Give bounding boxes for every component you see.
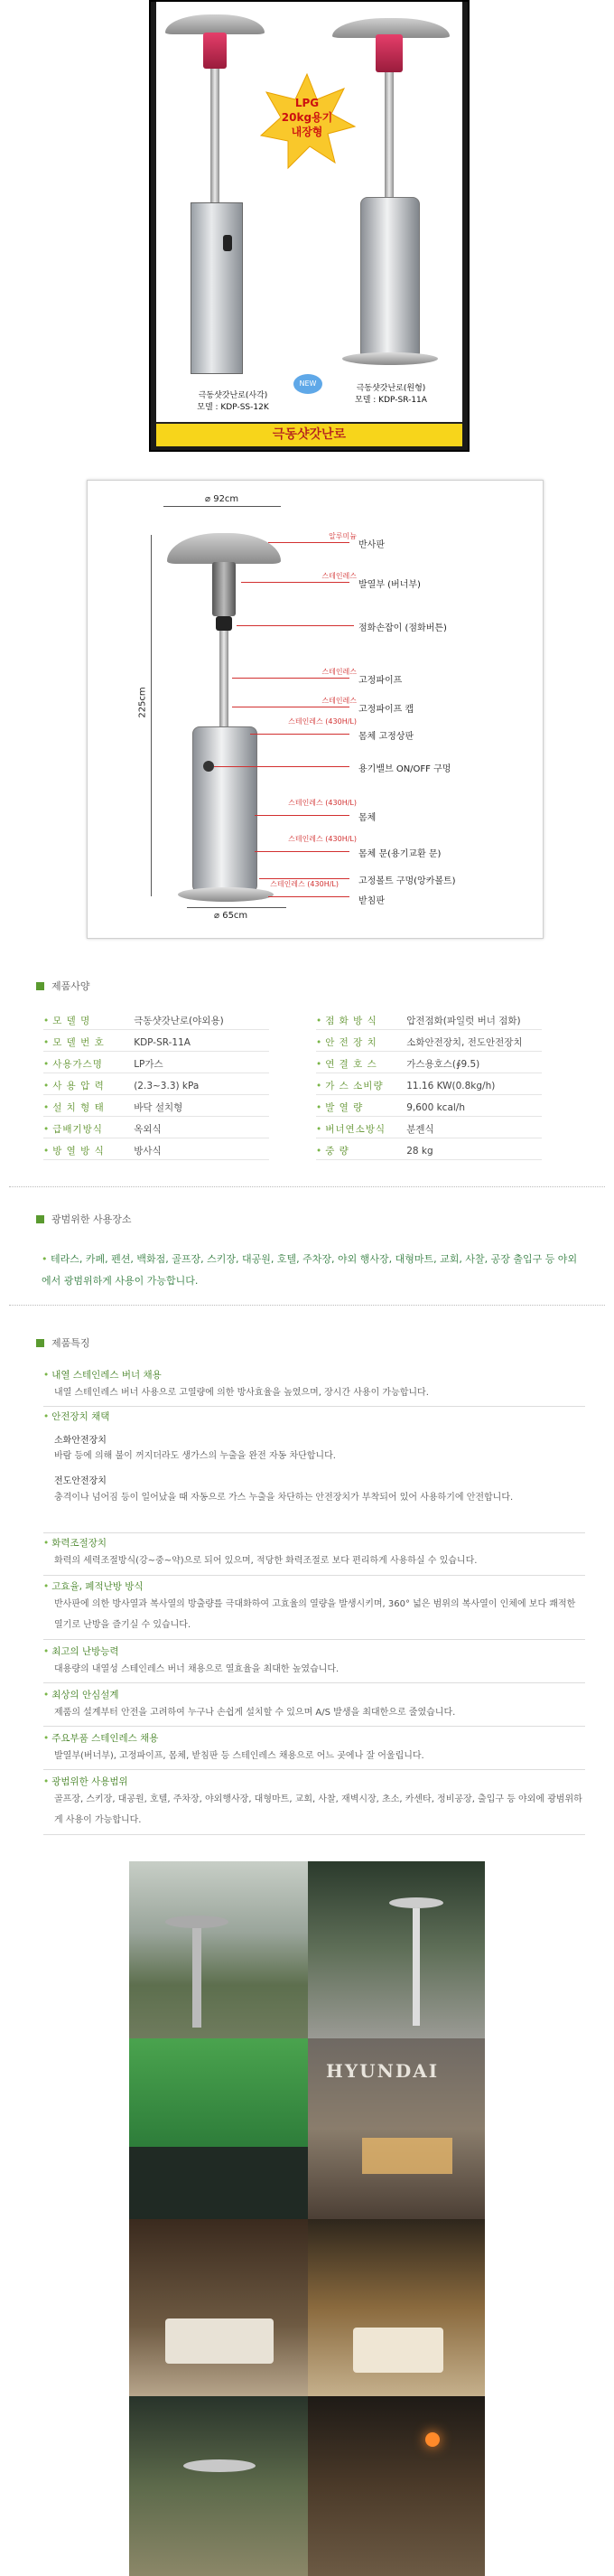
spec-key: 모 델 명 <box>52 1016 91 1026</box>
spec-value: 압전점화(파일럿 버너 점화) <box>406 1016 521 1026</box>
spec-value: 9,600 kcal/h <box>406 1102 465 1113</box>
bullet-icon: • <box>43 1370 50 1381</box>
feature-text: 제품의 설계부터 안전을 고려하여 누구나 손쉽게 설치할 수 있으며 A/S 발생을 최대한으로 줄였습니다. <box>54 1708 456 1718</box>
star-text <box>257 96 357 139</box>
photo-chairs <box>353 2328 443 2373</box>
spec-value: 방사식 <box>134 1146 162 1157</box>
photo-garden-2 <box>308 1861 485 2038</box>
spec-row <box>316 1055 542 1073</box>
spec-row <box>43 1099 269 1117</box>
star-line-lpg: LPG <box>294 97 320 109</box>
photo-heater-top <box>183 2459 256 2472</box>
bullet-icon: • <box>43 1411 50 1422</box>
photo-table <box>165 2318 274 2364</box>
separator <box>9 1305 605 1306</box>
separator <box>9 1186 605 1187</box>
label-material-5: 스테인레스 <box>321 697 357 705</box>
feature-heading-text: 주요부품 스테인레스 채용 <box>51 1733 159 1744</box>
places-title-text: 광범위한 사용장소 <box>51 1213 132 1225</box>
specs-title-text: 제품사양 <box>51 980 90 992</box>
label-material-11: 스테인레스 (430H/L) <box>270 880 339 888</box>
base-width-line <box>187 907 286 908</box>
right-caption-model: 모델 : KDP-SR-11A <box>355 396 427 405</box>
feature-heading <box>43 1775 128 1788</box>
bullet-icon: • <box>43 1690 50 1700</box>
feature-subheading: 전도안전장치 <box>54 1476 107 1486</box>
left-caption-name: 극동샷갓난로(사각) <box>198 391 268 400</box>
hero-background <box>156 2 462 445</box>
feature-heading <box>43 1688 119 1701</box>
left-heater-burner <box>203 33 227 69</box>
diagram-body <box>192 726 257 893</box>
photo-event <box>129 2038 308 2219</box>
photo-heater-pole <box>192 1928 201 2028</box>
spec-row <box>316 1012 542 1030</box>
feature-divider <box>43 1682 585 1683</box>
new-badge: NEW <box>293 374 322 394</box>
top-width-value: 92cm <box>213 494 239 504</box>
places-text <box>42 1249 583 1292</box>
section-bullet-icon <box>36 1215 44 1223</box>
bullet-icon: • <box>43 1581 50 1592</box>
spec-key: 설 치 형 태 <box>52 1102 105 1113</box>
spec-value: 극동샷갓난로(야외용) <box>134 1016 224 1026</box>
feature-heading-text: 광범위한 사용범위 <box>51 1776 128 1787</box>
spec-row <box>43 1034 269 1052</box>
label-line-4 <box>232 678 349 679</box>
label-line-3 <box>237 625 354 626</box>
feature-divider <box>43 1769 585 1770</box>
bullet-icon: • <box>43 1538 50 1549</box>
label-part-reflector: 반사판 <box>358 540 385 550</box>
photo-shop-light <box>362 2138 452 2174</box>
bullet-icon: • <box>43 1646 50 1657</box>
spec-key: 안 전 장 치 <box>325 1037 377 1048</box>
bullet-icon: • <box>43 1081 50 1091</box>
spec-value: KDP-SR-11A <box>134 1037 191 1048</box>
label-line-1 <box>268 542 349 543</box>
star-line-builtin: 내장형 <box>291 126 323 138</box>
feature-heading <box>43 1644 119 1658</box>
label-material-1: 알루미늄 <box>329 532 357 540</box>
label-material-9: 스테인레스 (430H/L) <box>288 835 357 843</box>
section-bullet-icon <box>36 982 44 990</box>
label-material-8: 스테인레스 (430H/L) <box>288 799 357 807</box>
photo-heater-glow <box>425 2432 440 2447</box>
spec-row <box>43 1120 269 1138</box>
photo-courtyard <box>129 2396 308 2576</box>
feature-text: 화력의 세력조절방식(강~중~약)으로 되어 있으며, 적당한 화력조절로 보다 편리하게 사용하실 수 있습니다. <box>54 1556 478 1566</box>
label-part-pipe-cap: 고정파이프 캡 <box>358 705 414 715</box>
photo-heater-pole <box>413 1908 420 2026</box>
label-part-pipe: 고정파이프 <box>358 676 403 686</box>
feature-divider <box>43 1834 585 1835</box>
bullet-icon: • <box>43 1037 50 1048</box>
bullet-icon: • <box>316 1059 322 1070</box>
spec-row <box>316 1077 542 1095</box>
label-part-bolt-hole: 고정볼트 구멍(앙카볼트) <box>358 876 456 886</box>
photo-heater-top <box>165 1916 228 1928</box>
spec-value: 바닥 설치형 <box>134 1102 183 1113</box>
diagram-reflector <box>167 533 281 564</box>
feature-heading-text: 화력조절장치 <box>51 1538 107 1549</box>
label-part-burner: 발열부 (버너부) <box>358 580 421 590</box>
bullet-icon: • <box>43 1102 50 1113</box>
feature-heading <box>43 1368 162 1382</box>
bullet-icon: • <box>316 1037 322 1048</box>
lpg-star-badge <box>257 72 357 172</box>
specs-title <box>36 979 90 993</box>
label-part-base: 받침판 <box>358 896 385 906</box>
places-title <box>36 1212 132 1226</box>
label-part-valve-hole: 용기밸브 ON/OFF 구멍 <box>358 764 451 774</box>
photo-terrace-evening <box>308 2219 485 2396</box>
label-line-2 <box>241 582 349 583</box>
feature-text: 발열부(버너부), 고정파이프, 몸체, 받침판 등 스테인레스 채용으로 어느 곳에나 잘 어울립니다. <box>54 1751 424 1761</box>
spec-key: 연 결 호 스 <box>325 1059 377 1070</box>
label-part-body: 몸체 <box>358 813 377 823</box>
bullet-icon: • <box>316 1016 322 1026</box>
feature-heading <box>43 1579 144 1593</box>
feature-text: 충격이나 넘어짐 등이 일어났을 때 자동으로 가스 누출을 차단하는 안전장치가 부착되어 있어 사용하기에 안전합니다. <box>54 1493 514 1503</box>
right-heater-pole <box>385 72 394 199</box>
bullet-icon: • <box>43 1059 50 1070</box>
label-line-11 <box>268 896 349 897</box>
spec-row <box>43 1077 269 1095</box>
feature-subheading: 소화안전장치 <box>54 1436 107 1446</box>
hero-product-image <box>149 0 470 452</box>
feature-heading-text: 최상의 안심설계 <box>51 1690 119 1700</box>
label-line-10 <box>259 878 349 879</box>
spec-key: 발 열 량 <box>325 1102 364 1113</box>
spec-key: 버너연소방식 <box>325 1124 386 1135</box>
bullet-icon: • <box>43 1146 50 1157</box>
bullet-icon: • <box>43 1776 50 1787</box>
spec-row <box>43 1142 269 1160</box>
left-heater-pole <box>210 69 219 204</box>
photo-garden <box>129 1861 308 2038</box>
bullet-icon: • <box>43 1733 50 1744</box>
feature-heading-text: 내열 스테인레스 버너 채용 <box>51 1370 162 1381</box>
feature-heading-text: 고효율, 폐적난방 방식 <box>51 1581 144 1592</box>
spec-value: 11.16 KW(0.8kg/h) <box>406 1081 496 1091</box>
spec-value: LP가스 <box>134 1059 163 1070</box>
feature-heading-text: 안전장치 채택 <box>51 1411 110 1422</box>
places-text-content: 테라스, 카페, 펜션, 백화점, 골프장, 스키장, 대공원, 호텔, 주차장, 야외 행사장, 대형마트, 교회, 사찰, 공장 출입구 등 야외에서 광범위하게 사용이 가능합니다. <box>42 1253 578 1287</box>
height-line <box>151 535 152 896</box>
feature-divider <box>43 1532 585 1533</box>
left-heater-reflector <box>165 14 265 34</box>
feature-divider <box>43 1726 585 1727</box>
top-width-line <box>163 506 281 507</box>
spec-row <box>316 1099 542 1117</box>
diagram-ignition <box>216 616 232 631</box>
feature-divider <box>43 1406 585 1407</box>
feature-text: 대용량의 내열성 스테인레스 버너 채용으로 열효율을 최대한 높였습니다. <box>54 1664 340 1674</box>
photo-sign-text: HYUNDAI <box>326 2060 440 2082</box>
height-label: 225cm <box>137 687 148 718</box>
right-caption <box>337 383 445 407</box>
spec-value: 분젠식 <box>406 1124 434 1135</box>
right-heater-burner <box>376 34 403 72</box>
diagram-pipe <box>219 631 228 730</box>
star-line-capacity: 20kg용기 <box>281 111 333 124</box>
left-heater-knob <box>223 235 232 251</box>
bullet-icon: • <box>316 1081 322 1091</box>
base-width-label: ⌀ 65cm <box>214 911 248 921</box>
spec-value: 소화안전장치, 전도안전장치 <box>406 1037 523 1048</box>
feature-heading <box>43 1410 109 1423</box>
spec-value: (2.3~3.3) kPa <box>134 1081 200 1091</box>
bullet-icon: • <box>316 1124 322 1135</box>
spec-row <box>316 1142 542 1160</box>
spec-row <box>43 1055 269 1073</box>
right-heater-base <box>342 352 438 365</box>
feature-text: 골프장, 스키장, 대공원, 호텔, 주차장, 야외행사장, 대형마트, 교회, 사찰, 재벽시장, 초소, 카센타, 정비공장, 출입구 등 야외에 광범위하게 사용이 가능합니다. <box>54 1794 582 1825</box>
feature-heading <box>43 1536 107 1550</box>
spec-key: 방 열 방 식 <box>52 1146 105 1157</box>
right-caption-name: 극동샷갓난로(원형) <box>356 384 426 393</box>
photo-night-cafe <box>308 2396 485 2576</box>
top-width-label: ⌀ 92cm <box>205 494 239 504</box>
photo-heater-top <box>389 1897 443 1908</box>
feature-heading <box>43 1731 158 1745</box>
label-part-door: 몸체 문(용기교환 문) <box>358 849 442 859</box>
right-heater-body <box>360 197 420 360</box>
diagram-valve-hole <box>203 761 214 772</box>
photo-crowd <box>129 2147 308 2219</box>
spec-key: 모 델 번 호 <box>52 1037 105 1048</box>
base-width-value: 65cm <box>222 911 248 921</box>
spec-key: 급배기방식 <box>52 1124 103 1135</box>
features-title-text: 제품특징 <box>51 1337 90 1349</box>
spec-value: 옥외식 <box>134 1124 162 1135</box>
feature-divider <box>43 1575 585 1576</box>
label-line-7 <box>214 766 349 767</box>
bullet-icon: • <box>43 1016 50 1026</box>
spec-value: 28 kg <box>406 1146 433 1157</box>
photo-storefront <box>308 2038 485 2219</box>
left-heater-body <box>191 202 243 374</box>
spec-value: 가스용호스(∮9.5) <box>406 1059 480 1070</box>
feature-text: 반사판에 의한 방사열과 복사열의 방출량를 극대화하여 고효율의 열량을 발생시키며, 360° 넓은 범위의 복사열이 인체에 보다 쾌적한 열기로 난방을 즐기실 수 있습니다. <box>54 1599 576 1630</box>
feature-text: 내열 스테인레스 버너 사용으로 고열량에 의한 방사효율을 높였으며, 장시간 사용이 가능합니다. <box>54 1388 429 1398</box>
spec-key: 점 화 방 식 <box>325 1016 377 1026</box>
bullet-icon: • <box>316 1102 322 1113</box>
label-material-4: 스테인레스 <box>321 668 357 676</box>
spec-row <box>43 1012 269 1030</box>
left-caption-model: 모델 : KDP-SS-12K <box>197 403 269 412</box>
spec-key: 중 량 <box>325 1146 349 1157</box>
hero-title-bar: 극동샷갓난로 <box>156 422 462 446</box>
bullet-icon: • <box>42 1253 51 1265</box>
spec-key: 가 스 소비량 <box>325 1081 384 1091</box>
label-part-top-plate: 몸체 고정상판 <box>358 732 414 742</box>
spec-key: 사 용 압 력 <box>52 1081 105 1091</box>
left-caption <box>183 390 283 414</box>
spec-row <box>316 1034 542 1052</box>
section-bullet-icon <box>36 1339 44 1347</box>
label-line-9 <box>255 851 349 852</box>
diagram-base <box>178 887 274 902</box>
bullet-icon: • <box>43 1124 50 1135</box>
parts-diagram <box>87 480 544 939</box>
feature-heading-text: 최고의 난방능력 <box>51 1646 119 1657</box>
photo-terrace-night <box>129 2219 308 2396</box>
label-material-6: 스테인레스 (430H/L) <box>288 717 357 726</box>
label-line-6 <box>250 734 349 735</box>
feature-text: 바람 등에 의해 불이 꺼지더라도 생가스의 누출을 완전 자동 차단합니다. <box>54 1451 336 1461</box>
feature-divider <box>43 1639 585 1640</box>
label-line-8 <box>255 815 349 816</box>
spec-key: 사용가스명 <box>52 1059 103 1070</box>
label-part-ignition: 점화손잡이 (점화버튼) <box>358 623 447 633</box>
bullet-icon: • <box>316 1146 322 1157</box>
diagram-burner <box>212 562 236 616</box>
label-material-2: 스테인레스 <box>321 572 357 580</box>
spec-row <box>316 1120 542 1138</box>
features-title <box>36 1335 90 1350</box>
